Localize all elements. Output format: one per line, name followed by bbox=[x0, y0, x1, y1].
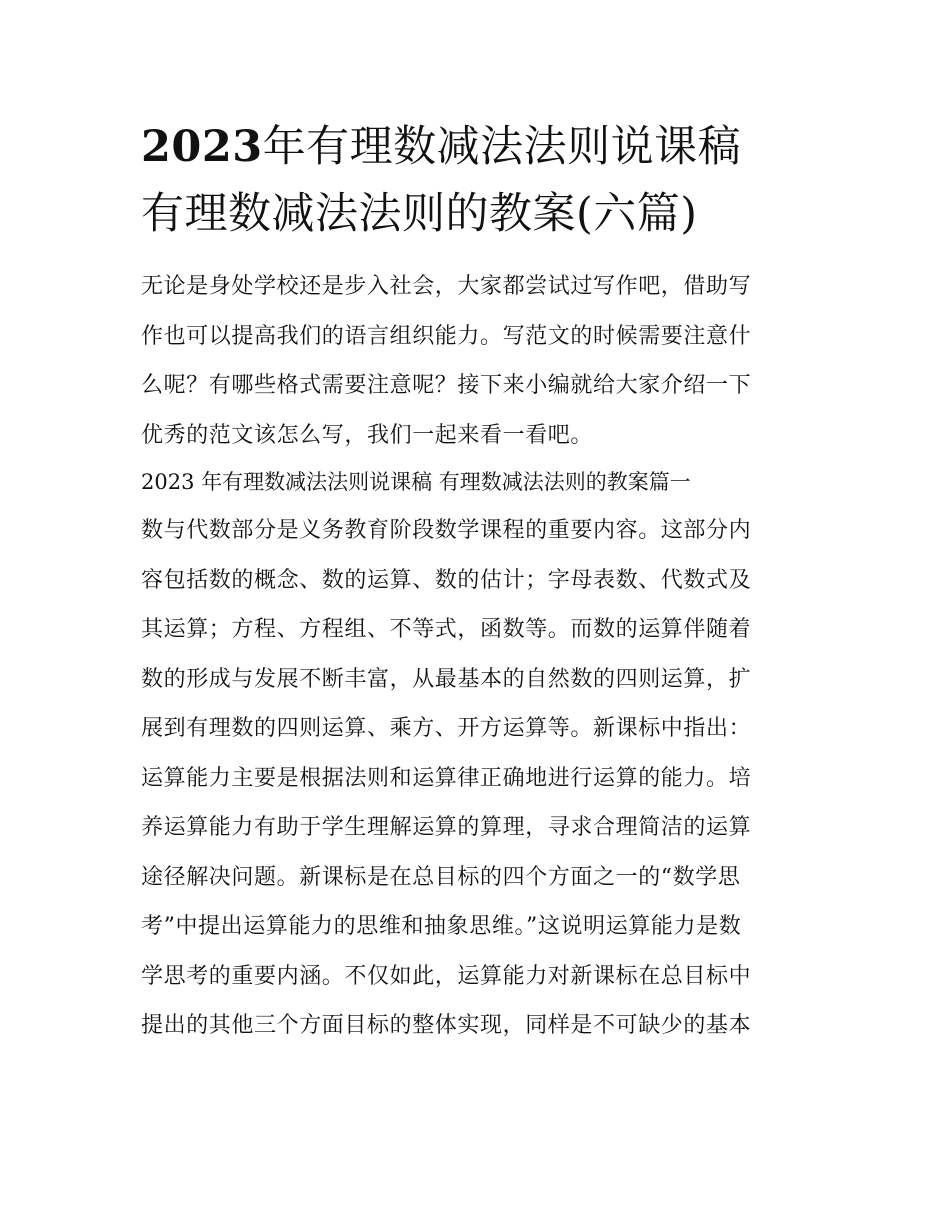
intro-line: 无论是身处学校还是步入社会，大家都尝试过写作吧，借助写 bbox=[141, 274, 752, 299]
section-heading: 2023 年有理数减法法则说课稿 有理数减法法则的教案篇一 bbox=[141, 470, 691, 494]
intro-line: 么呢？有哪些格式需要注意呢？接下来小编就给大家介绍一下 bbox=[141, 373, 752, 398]
body-line: 其运算；方程、方程组、不等式，函数等。而数的运算伴随着 bbox=[141, 617, 752, 642]
title-line-1-text: 年有理数减法法则说课稿 bbox=[262, 122, 742, 172]
body-line: 养运算能力有助于学生理解运算的算理，寻求合理简洁的运算 bbox=[141, 815, 752, 840]
document-title bbox=[141, 114, 813, 248]
body-line: 考”中提出运算能力的思维和抽象思维。”这说明运算能力是数 bbox=[141, 914, 742, 939]
body-line: 学思考的重要内涵。不仅如此，运算能力对新课标在总目标中 bbox=[141, 963, 752, 989]
body-line: 提出的其他三个方面目标的整体实现，同样是不可缺少的基本 bbox=[141, 1013, 752, 1038]
body-line: 展到有理数的四则运算、乘方、开方运算等。新课标中指出： bbox=[141, 716, 752, 741]
body-line: 数的形成与发展不断丰富，从最基本的自然数的四则运算，扩 bbox=[141, 666, 752, 692]
intro-line: 优秀的范文该怎么写，我们一起来看一看吧。 bbox=[141, 422, 594, 448]
title-line-1 bbox=[141, 114, 813, 181]
body-line: 数与代数部分是义务教育阶段数学课程的重要内容。这部分内 bbox=[141, 518, 752, 543]
intro-line: 作也可以提高我们的语言组织能力。写范文的时候需要注意什 bbox=[141, 323, 752, 349]
body-paragraph bbox=[141, 506, 813, 1051]
body-line: 运算能力主要是根据法则和运算律正确地进行运算的能力。培 bbox=[141, 765, 752, 791]
title-line-2: 有理数减法法则的教案(六篇) bbox=[141, 189, 698, 239]
body-line: 容包括数的概念、数的运算、数的估计；字母表数、代数式及 bbox=[141, 567, 752, 593]
title-year: 2023 bbox=[141, 122, 263, 172]
intro-paragraph bbox=[141, 262, 813, 460]
document-content bbox=[141, 114, 813, 1051]
body-line: 途径解决问题。新课标是在总目标的四个方面之一的“数学思 bbox=[141, 864, 741, 890]
